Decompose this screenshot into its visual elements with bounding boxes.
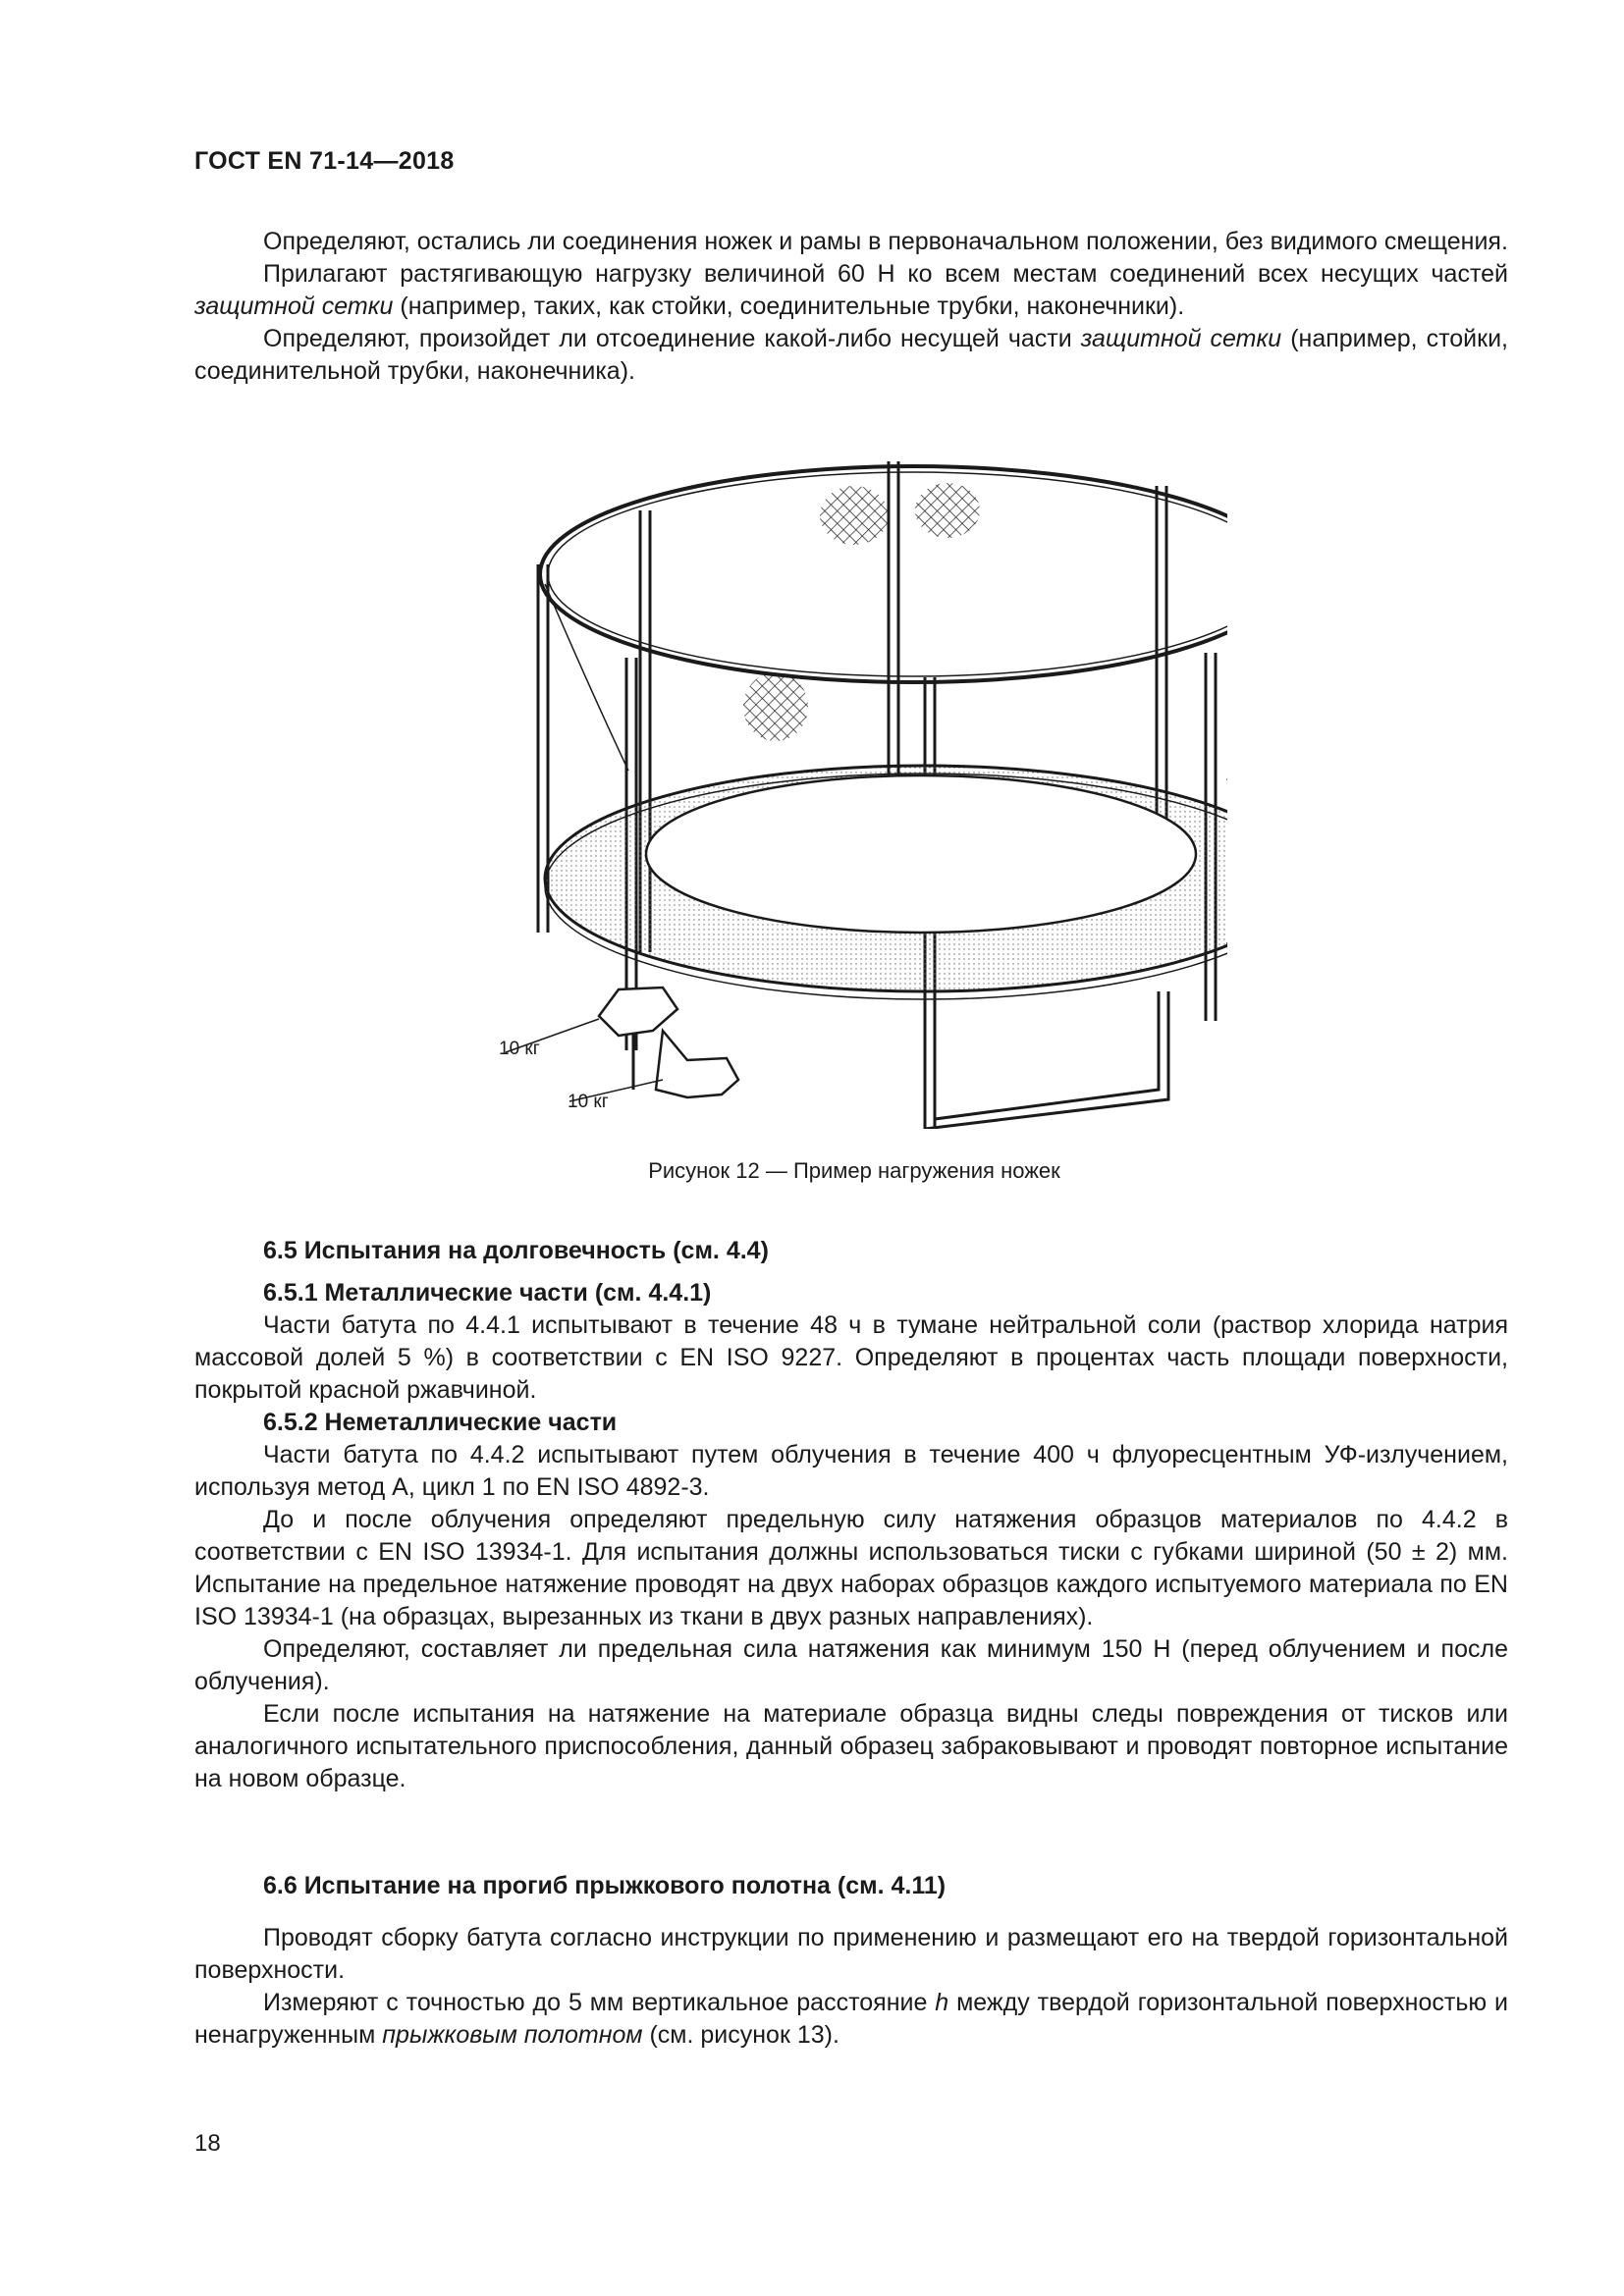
paragraph: Измеряют с точностью до 5 мм вертикальное расстояние h между твердой горизонтальной поверхностью и ненагруженным прыжковым полотном (см. рисунок 13). [194,1989,1508,2049]
paragraph: Определяют, составляет ли предельная сила натяжения как минимум 150 Н (перед облучением и после облучения). [194,1635,1508,1695]
weight-label: 10 кг [568,1092,609,1112]
trampoline-figure [481,442,1227,1129]
subsection-heading: 6.5.2 Неметаллические части [263,1409,618,1436]
section-6-6 [194,1870,1508,2052]
figure-caption: Рисунок 12 — Пример нагружения ножек [648,1158,1060,1183]
paragraph: Определяют, произойдет ли отсоединение какой-либо несущей части защитной сетки (например, стойки, соединительной трубки, наконечника). [194,325,1508,385]
paragraph: Если после испытания на натяжение на материале образца видны следы повреждения от тисков или аналогичного испытательного приспособления, данный образец забраковывают и проводят повторное испытание на новом образце. [194,1700,1508,1792]
paragraph: Прилагают растягивающую нагрузку величиной 60 Н ко всем местам соединений всех несущих частей защитной сетки (например, таких, как стойки, соединительные трубки, наконечники). [194,260,1508,320]
paragraph: Проводят сборку батута согласно инструкции по применению и размещают его на твердой горизонтальной поверхности. [194,1924,1508,1984]
document-header: ГОСТ EN 71-14—2018 [194,147,455,175]
section-heading: 6.6 Испытание на прогиб прыжкового полотна (см. 4.11) [263,1872,947,1899]
section-6-5 [194,1235,1508,1795]
intro-text [194,226,1508,388]
paragraph: Части батута по 4.4.1 испытывают в течение 48 ч в тумане нейтральной соли (раствор хлорида натрия массовой долей 5 %) в соответствии с EN ISO 9227. Определяют в процентах часть площади поверхности, покрытой красной ржавчиной. [194,1311,1508,1404]
section-heading: 6.5 Испытания на долговечность (см. 4.4) [263,1237,769,1264]
paragraph: До и после облучения определяют предельную силу натяжения образцов материалов по 4.4.2 в соответствии с EN ISO 13934-1. Для испытания должны использоваться тиски с губками шириной (50 ± 2) мм. Испытание на предельное натяжение проводят на двух наборах образцов каждого испытуемого материала по EN ISO 13934-1 (на образцах, вырезанных из ткани в двух разных направлениях). [194,1506,1508,1630]
weight-label: 10 кг [499,1039,540,1059]
paragraph: Части батута по 4.4.2 испытывают путем облучения в течение 400 ч флуоресцентным УФ-излучением, используя метод А, цикл 1 по EN ISO 4892-3. [194,1441,1508,1501]
page-number: 18 [194,2130,221,2157]
paragraph: Определяют, остались ли соединения ножек и рамы в первоначальном положении, без видимого смещения. [263,228,1508,255]
subsection-heading: 6.5.1 Металлические части (см. 4.4.1) [263,1279,712,1307]
